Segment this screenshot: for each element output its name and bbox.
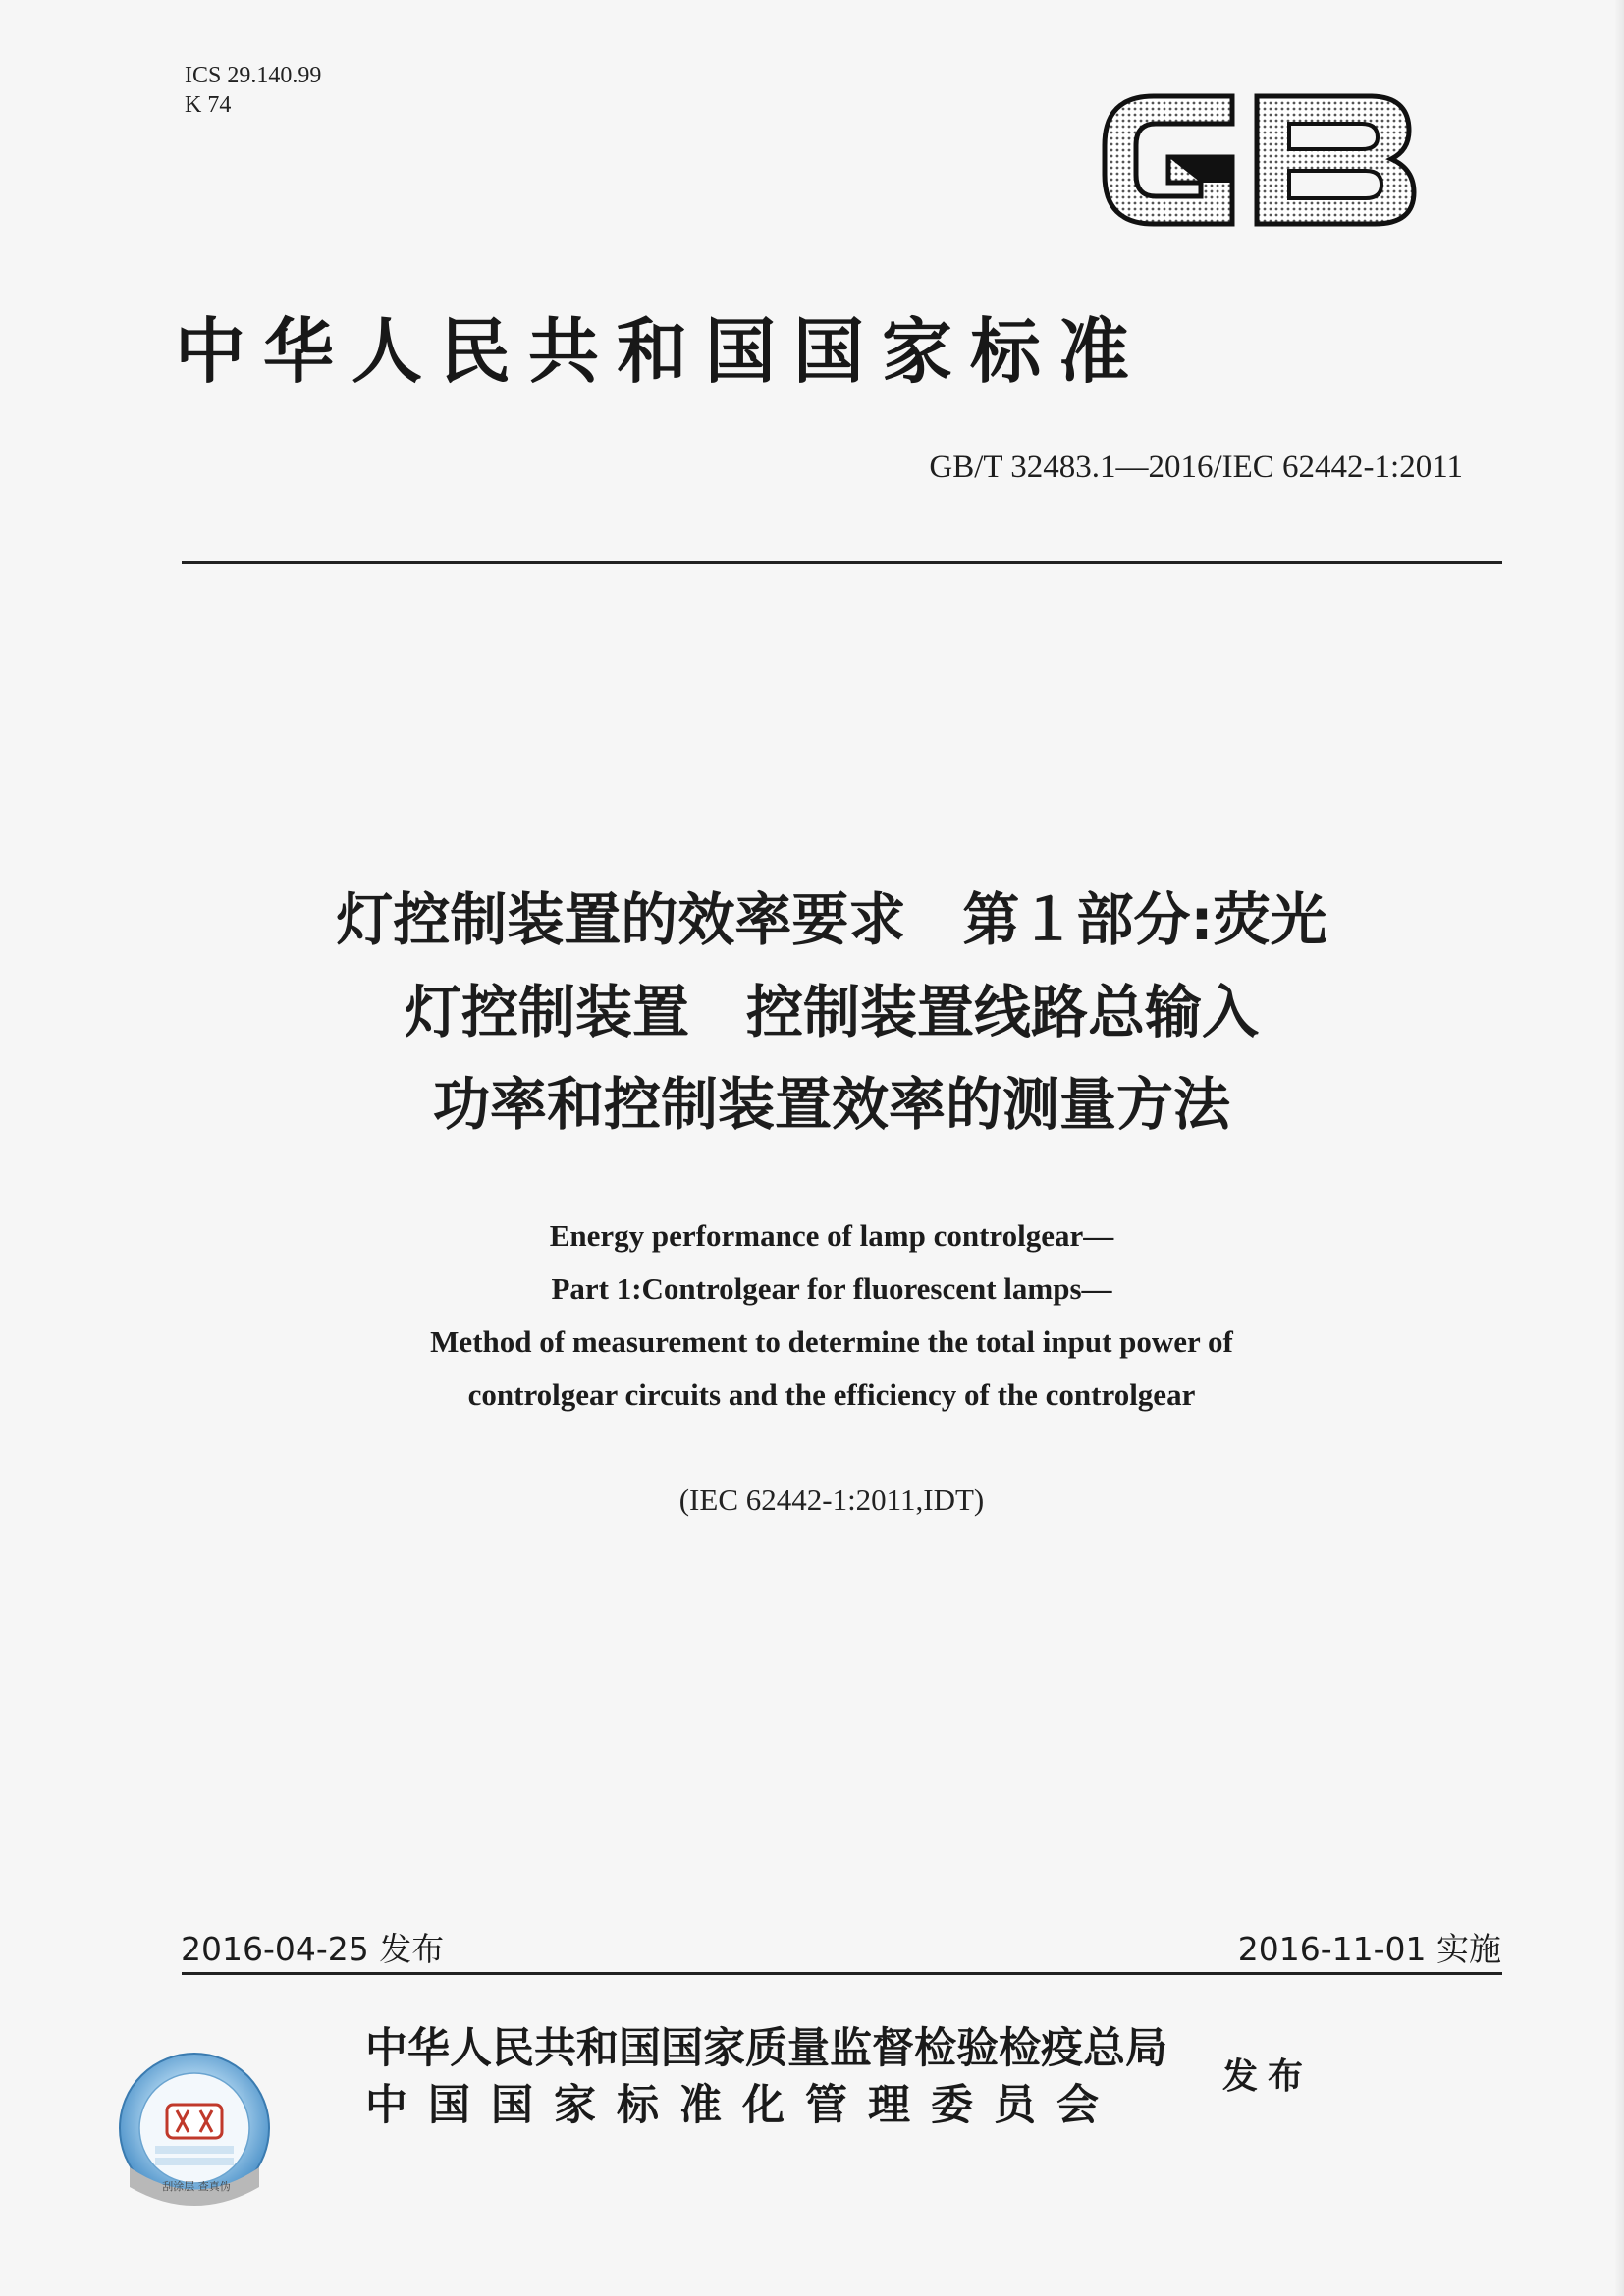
issuer-line-1: 中华人民共和国国家质量监督检验检疫总局	[365, 2024, 1167, 2073]
english-title-line-1: Energy performance of lamp controlgear—	[549, 1218, 1114, 1253]
implementation-date: 2016-11-01 实施	[1237, 1930, 1501, 1968]
chinese-title-line-1: 灯控制装置的效率要求 第１部分:荧光	[336, 886, 1327, 953]
english-title-line-4: controlgear circuits and the efficiency of the controlgear	[467, 1377, 1196, 1412]
english-title-line-2: Part 1:Controlgear for fluorescent lamps—	[551, 1271, 1112, 1306]
english-title	[118, 1209, 1545, 1421]
national-standard-title: 中华人民共和国国家标准	[175, 309, 1148, 393]
adoption-note: (IEC 62442-1:2011,IDT)	[678, 1482, 985, 1517]
bottom-divider	[182, 1972, 1502, 1975]
ccs-code: K 74	[185, 92, 232, 118]
ics-code: ICS 29.140.99	[185, 63, 322, 88]
english-title-line-3: Method of measurement to determine the total input power of	[430, 1324, 1233, 1359]
page-edge-shadow	[1614, 0, 1624, 2296]
issuing-authorities	[365, 2020, 1185, 2134]
classification-codes	[185, 61, 321, 120]
chinese-title-line-3: 功率和控制装置效率的测量方法	[432, 1071, 1230, 1138]
issue-date: 2016-04-25 发布	[181, 1930, 445, 1968]
standard-number: GB/T 32483.1—2016/IEC 62442-1:2011	[929, 450, 1463, 485]
gb-logo	[1085, 77, 1429, 243]
stamp-caption: 刮涂层 查真伪	[162, 2180, 231, 2193]
issuer-line-2: 中国国家标准化管理委员会	[365, 2081, 1119, 2130]
chinese-title-line-2: 灯控制装置 控制装置线路总输入	[404, 979, 1259, 1045]
publish-label: 发布	[1222, 2056, 1314, 2097]
top-divider	[182, 561, 1502, 564]
chinese-title	[118, 874, 1545, 1150]
